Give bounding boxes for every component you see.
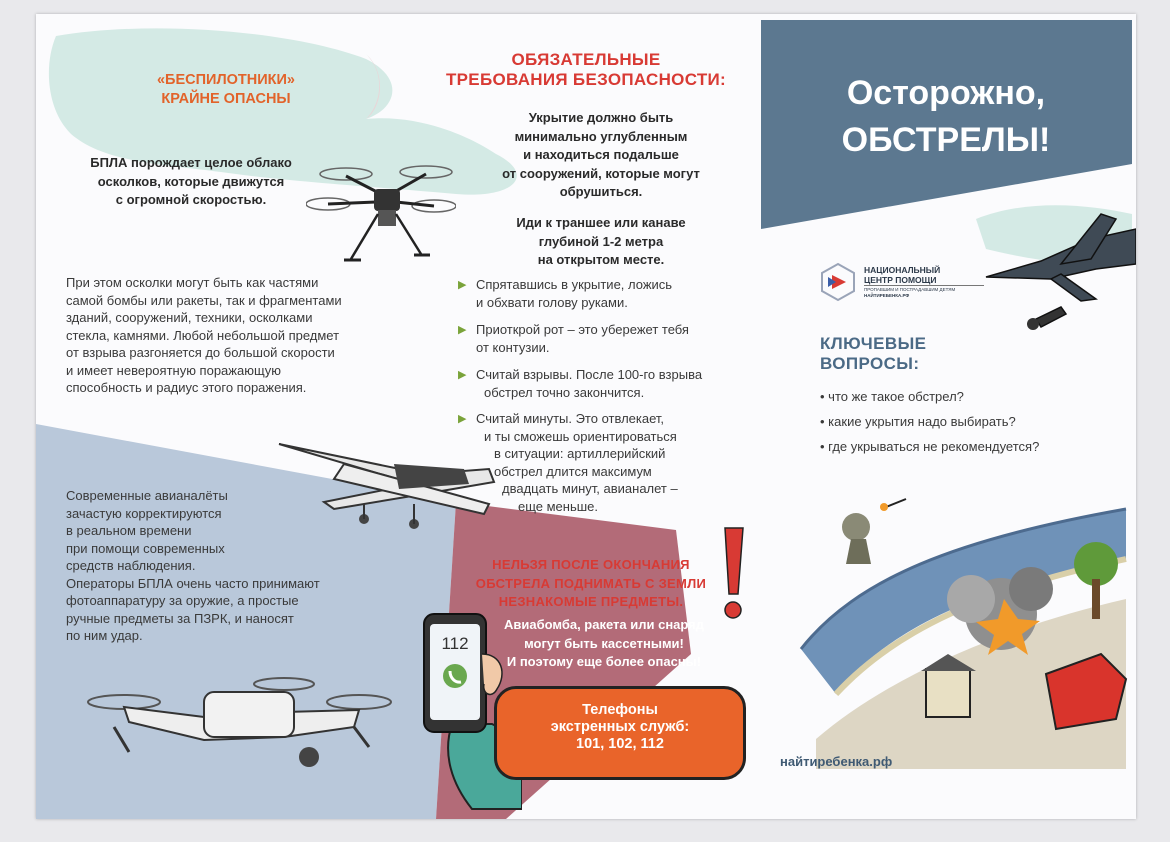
fragments-text-line: зданий, сооружений, техники, осколками	[66, 310, 313, 325]
quadcopter-icon	[84, 672, 394, 782]
air-raid-text-line: ручные предметы за ПЗРК, и наносят	[66, 610, 294, 626]
emergency-phones-line: экстренных служб:	[550, 719, 690, 735]
cluster-text-line: И поэтому еще более опасны!	[506, 654, 702, 669]
key-questions-title	[820, 334, 1020, 374]
logo-text-line: ПРОПАВШИМ И ПОСТРАДАВШИМ ДЕТЯМ	[864, 285, 984, 293]
warning-heading-line: ОБСТРЕЛА ПОДНИМАТЬ С ЗЕМЛИ	[475, 575, 707, 591]
emergency-phones	[498, 702, 742, 753]
air-raid-text-line: средств наблюдения.	[66, 558, 196, 573]
fragments-text-line: При этом осколки могут быть как частями	[66, 275, 319, 290]
bullet-line: и обхвати голову руками.	[476, 294, 628, 310]
bullet-item	[458, 321, 689, 356]
cluster-text-line: Авиабомба, ракета или снаряд	[503, 617, 705, 632]
fragments-text	[66, 274, 386, 397]
air-raid-text-line: в реальном времени	[66, 523, 192, 538]
fragments-text-line: от взрыва разгоняется до большой скорости	[66, 345, 335, 360]
website-link[interactable]: найтиребенка.рф	[780, 754, 893, 769]
air-raid-text-line: зачастую корректируются	[66, 505, 222, 521]
question-item: • что же такое обстрел?	[820, 389, 964, 404]
shelter-text-line: Укрытие должно быть	[528, 110, 674, 125]
air-raid-text-line: фотоаппаратуру за оружие, а простые	[66, 593, 299, 608]
leaflet-sheet	[36, 14, 1136, 819]
bullet-line: Считай взрывы. После 100-го взрыва	[476, 367, 703, 382]
shelter-text-line: от сооружений, которые могут	[502, 165, 700, 181]
trench-text-line: глубиной 1-2 метра	[538, 233, 664, 249]
questions-list	[820, 388, 1120, 455]
bullet-line: от контузии.	[476, 339, 550, 355]
arrow-icon: ▶	[458, 413, 467, 425]
phone-screen-number: 112	[441, 634, 469, 653]
logo-text-line: НАЦИОНАЛЬНЫЙ	[864, 265, 941, 275]
question-text: какие укрытия надо выбирать?	[828, 414, 1016, 429]
arrow-icon: ▶	[458, 369, 467, 381]
bullet-line: двадцать минут, авианалет –	[502, 481, 678, 496]
bullet-line: еще меньше.	[518, 498, 599, 514]
bullet-item	[458, 410, 678, 515]
bpla-text-line: с огромной скоростью.	[115, 192, 267, 207]
bullet-line: и ты сможешь ориентироваться	[484, 428, 677, 444]
fragments-text-line: стекла, камнями. Любой небольшой предмет	[66, 327, 340, 343]
shelter-text-line: обрушиться.	[559, 184, 643, 199]
emergency-phones-line: Телефоны	[582, 702, 658, 718]
explosion-scene-icon	[796, 479, 1136, 769]
drones-heading-line: КРАЙНЕ ОПАСНЫ	[161, 91, 291, 107]
air-raid-text-line: Современные авианалёты	[66, 488, 228, 503]
logo-text-line: ЦЕНТР ПОМОЩИ	[864, 275, 937, 285]
emergency-phones-line: 101, 102, 112	[576, 736, 664, 752]
bullet-line: Приоткрой рот – это убережет тебя	[476, 322, 689, 337]
bullet-item	[458, 366, 702, 401]
warning-heading-line: НЕЗНАКОМЫЕ ПРЕДМЕТЫ.	[498, 594, 684, 609]
air-raid-text	[66, 487, 396, 645]
bpla-text	[66, 154, 316, 210]
bullet-line: в ситуации: артиллерийский	[494, 446, 666, 461]
main-title-line: Осторожно,	[846, 74, 1046, 112]
key-questions-title-line: ВОПРОСЫ:	[820, 354, 920, 373]
drones-heading	[136, 71, 316, 109]
drones-heading-line: «БЕСПИЛОТНИКИ»	[156, 72, 295, 88]
question-item: • какие укрытия надо выбирать?	[820, 414, 1016, 429]
requirements-heading	[406, 50, 766, 90]
requirements-heading-line: ОБЯЗАТЕЛЬНЫЕ	[511, 50, 661, 69]
fragments-text-line: и имеет невероятную поражающую	[66, 362, 282, 378]
bpla-text-line: БПЛА порождает целое облако	[90, 155, 292, 170]
key-questions-title-line: КЛЮЧЕВЫЕ	[820, 334, 927, 353]
question-item: • где укрываться не рекомендуется?	[820, 439, 1040, 454]
bullet-line: Считай минуты. Это отвлекает,	[476, 411, 665, 426]
shelter-text-line: и находиться подальше	[523, 147, 679, 162]
bullet-line: Спрятавшись в укрытие, ложись	[476, 277, 673, 292]
main-title	[776, 70, 1116, 164]
question-text: что же такое обстрел?	[828, 389, 964, 404]
main-title-line: ОБСТРЕЛЫ!	[841, 121, 1051, 159]
fragments-text-line: самой бомбы или ракеты, так и фрагментами	[66, 292, 342, 308]
trench-text	[466, 214, 736, 270]
trench-text-line: Иди к траншее или канаве	[516, 215, 686, 230]
fragments-text-line: способность и радиус этого поражения.	[66, 380, 307, 395]
air-raid-text-line: при помощи современных	[66, 540, 225, 556]
arrow-icon: ▶	[458, 279, 467, 291]
fighter-jet-icon	[981, 209, 1136, 339]
bpla-text-line: осколков, которые движутся	[97, 173, 285, 189]
air-raid-text-line: по ним удар.	[66, 628, 143, 643]
drone-icon	[306, 154, 456, 274]
arrow-icon: ▶	[458, 324, 467, 336]
shelter-text-line: минимально углубленным	[514, 128, 688, 144]
bullet-line: обстрел точно закончится.	[484, 384, 645, 400]
shelter-text	[466, 109, 736, 202]
logo-text-line: НАЙТИРЕБЕНКА.РФ	[864, 293, 910, 298]
warning-heading-line: НЕЛЬЗЯ ПОСЛЕ ОКОНЧАНИЯ	[492, 557, 690, 572]
cluster-text-line: могут быть кассетными!	[524, 635, 684, 651]
bullet-line: обстрел длится максимум	[494, 463, 652, 479]
logo-text	[864, 265, 984, 299]
trench-text-line: на открытом месте.	[537, 252, 665, 267]
logo-icon	[818, 262, 858, 302]
bullet-item	[458, 276, 672, 311]
question-text: где укрываться не рекомендуется?	[828, 439, 1040, 454]
requirements-heading-line: ТРЕБОВАНИЯ БЕЗОПАСНОСТИ:	[445, 70, 727, 89]
air-raid-text-line: Операторы БПЛА очень часто принимают	[66, 575, 320, 591]
